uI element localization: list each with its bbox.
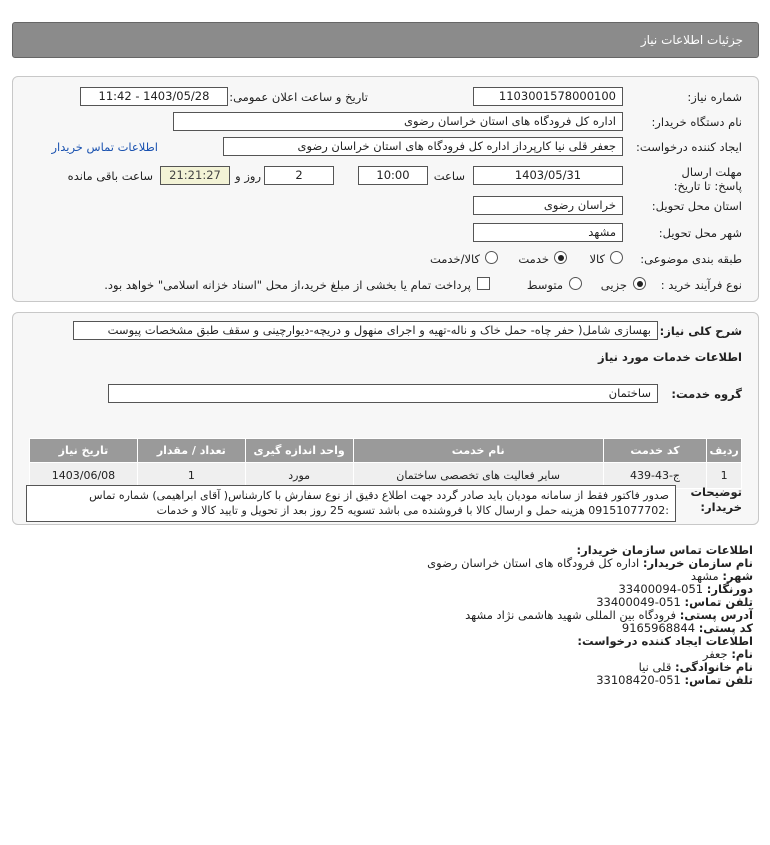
creator-label: ایجاد کننده درخواست: [636, 140, 742, 154]
province-field: خراسان رضوی [473, 196, 623, 215]
category-option-service: خدمت [518, 252, 549, 266]
need-number-label: شماره نیاز: [687, 90, 742, 104]
creator-info-title: اطلاعات ایجاد کننده درخواست: [577, 634, 753, 648]
details-panel [12, 76, 759, 302]
process-radio-medium[interactable] [569, 277, 582, 290]
services-table [29, 438, 742, 489]
remaining-label: ساعت باقی مانده [67, 169, 153, 183]
deadline-time-label: ساعت [433, 169, 465, 183]
summary-field: بهسازی شامل( حفر چاه- حمل خاک و ناله-تهیه و اجرای منهول و دریچه-دیوارچینی و سقف طبق مشخصات پیوست [73, 321, 658, 340]
category-radio-goods[interactable] [610, 251, 623, 264]
creator-first-name-label: نام: [731, 647, 753, 661]
cell-unit: مورد [245, 463, 353, 489]
contact-phone: 051-33400049 [596, 595, 681, 609]
services-title: اطلاعات خدمات مورد نیاز [598, 350, 742, 364]
announce-label: تاریخ و ساعت اعلان عمومی: [229, 90, 368, 104]
contact-city-label: شهر: [722, 569, 753, 583]
col-qty-header: تعداد / مقدار [137, 439, 245, 463]
contact-org-label: نام سازمان خریدار: [642, 556, 753, 570]
city-label: شهر محل تحویل: [658, 226, 742, 240]
cell-service-code: ج-43-439 [603, 463, 707, 489]
col-name-header: نام خدمت [353, 439, 603, 463]
process-option-medium: متوسط [526, 278, 563, 292]
page-title: جزئیات اطلاعات نیاز [12, 22, 759, 58]
col-code-header: کد خدمت [603, 439, 707, 463]
contact-title: اطلاعات تماس سازمان خریدار: [576, 543, 753, 557]
contact-section [13, 544, 753, 687]
creator-first-name: جعفر [702, 647, 728, 661]
remaining-time-field: 21:21:27 [160, 166, 230, 185]
process-radio-minor[interactable] [633, 277, 646, 290]
need-panel [12, 312, 759, 525]
col-date-header: تاریخ نیاز [30, 439, 138, 463]
contact-fax-label: دورنگار: [706, 582, 753, 596]
buyer-notes-box: صدور فاکتور فقط از سامانه مودیان باید صادر گردد جهت اطلاع دقیق از نوع سفارش با کارشناس( آقای ابراهیمی) شماره تماس :09151077702 هزینه حمل و ارسال کالا با فروشنده می باشد تسویه 25 روز بعد از تحویل و تایید کالا و خدمات [26, 485, 676, 522]
treasury-note: پرداخت تمام یا بخشی از مبلغ خرید،از محل "اسناد خزانه اسلامی" خواهد بود. [104, 278, 471, 292]
category-label: طبقه بندی موضوعی: [640, 252, 742, 266]
service-group-field: ساختمان [108, 384, 658, 403]
contact-postal: 9165968844 [621, 621, 696, 635]
category-option-goods: کالا [589, 252, 605, 266]
buyer-org-field: اداره کل فرودگاه های استان خراسان رضوی [173, 112, 623, 131]
deadline-date-field: 1403/05/31 [473, 166, 623, 185]
announce-field: 1403/05/28 - 11:42 [80, 87, 228, 106]
deadline-label: مهلت ارسال پاسخ: تا تاریخ: [673, 165, 742, 193]
province-label: استان محل تحویل: [651, 199, 742, 213]
category-radio-goods-service[interactable] [485, 251, 498, 264]
contact-phone-label: تلفن تماس: [684, 595, 753, 609]
contact-postal-label: کد پستی: [698, 621, 753, 635]
col-unit-header: واحد اندازه گیری [245, 439, 353, 463]
cell-service-name: سایر فعالیت های تخصصی ساختمان [353, 463, 603, 489]
creator-field: جعفر قلی نیا کارپرداز اداره کل فرودگاه های استان خراسان رضوی [223, 137, 623, 156]
col-row-header: ردیف [707, 439, 742, 463]
creator-last-name: قلی نیا [638, 660, 672, 674]
days-label: روز و [235, 169, 261, 183]
category-radio-service[interactable] [554, 251, 567, 264]
contact-city: مشهد [690, 569, 719, 583]
days-field: 2 [264, 166, 334, 185]
summary-label: شرح کلی نیاز: [659, 324, 742, 338]
cell-row-number: 1 [707, 463, 742, 489]
category-option-goods-service: کالا/خدمت [429, 252, 480, 266]
creator-phone: 051-33108420 [596, 673, 681, 687]
creator-phone-label: تلفن تماس: [684, 673, 753, 687]
buyer-contact-link[interactable]: اطلاعات تماس خریدار [51, 140, 158, 154]
deadline-time-field: 10:00 [358, 166, 428, 185]
service-group-label: گروه خدمت: [671, 387, 742, 401]
buyer-org-label: نام دستگاه خریدار: [651, 115, 742, 129]
process-option-minor: جزیی [600, 278, 627, 292]
contact-address-label: آدرس پستی: [679, 608, 753, 622]
contact-org: اداره کل فرودگاه های استان خراسان رضوی [427, 556, 640, 570]
table-header-row [30, 439, 742, 463]
treasury-checkbox[interactable] [477, 277, 490, 290]
need-number-field: 1103001578000100 [473, 87, 623, 106]
cell-quantity: 1 [137, 463, 245, 489]
creator-last-name-label: نام خانوادگی: [675, 660, 753, 674]
contact-fax: 051-33400094 [618, 582, 704, 596]
process-label: نوع فرآیند خرید : [660, 278, 742, 292]
buyer-notes-label: توضیحات خریدار: [690, 485, 742, 514]
cell-need-date: 1403/06/08 [30, 463, 138, 489]
contact-address: فرودگاه بین المللی شهید هاشمی نژاد مشهد [465, 608, 677, 622]
city-field: مشهد [473, 223, 623, 242]
